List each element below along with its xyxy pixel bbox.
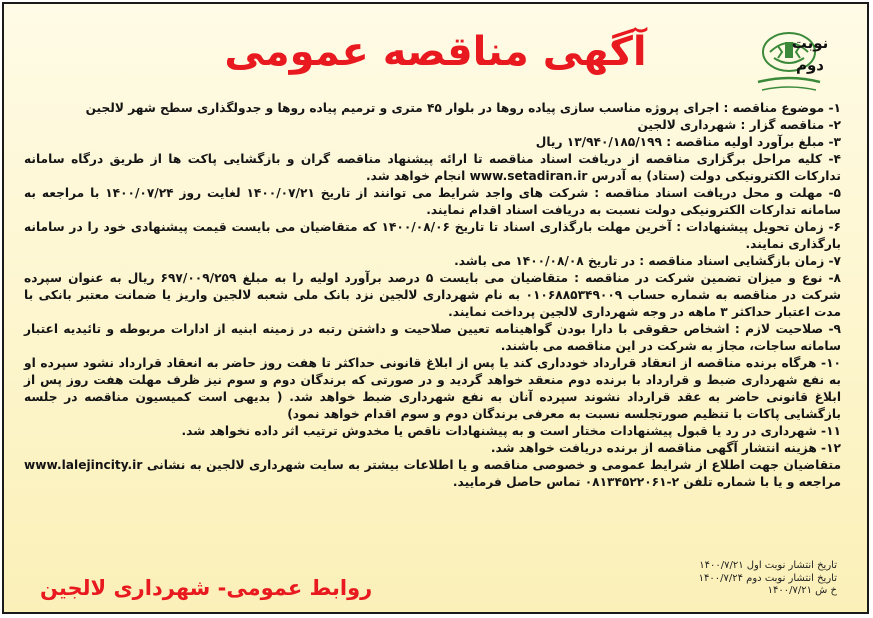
public-relations-signature: روابط عمومی- شهرداری لالجین <box>40 576 373 600</box>
tender-conditions <box>24 100 841 491</box>
item-rights: ۱۱- شهرداری در رد یا قبول پیشنهادات مختار است و به پیشنهادات ناقص یا مخدوش ترتیب اثر داده نخواهد شد. <box>181 424 841 438</box>
item-document-deadline: ۵- مهلت و محل دریافت اسناد مناقصه : شرکت های واجد شرایط می توانند از تاریخ ۱۴۰۰/۰۷/۲۱ لغایت روز ۱۴۰۰/۰۷/۲۴ با مراجعه به سامانه تدارکات الکترونیکی دولت نسبت به دریافت اسناد اقدام نمایند. <box>24 186 841 217</box>
publication-dates <box>699 560 837 598</box>
item-qualification: ۹- صلاحیت لازم : اشخاص حقوقی با دارا بودن گواهینامه تعیین صلاحیت و داشتن رتبه در زمینه ابنیه از ادارات مربوطه و تائیدیه اعتبار سامانه ساجات، مجاز به شرکت در این مناقصه می باشند. <box>24 322 841 353</box>
reference-code: خ ش ۱۴۰۰/۷/۲۱ <box>767 585 837 596</box>
item-contract-terms: ۱۰- هرگاه برنده مناقصه از انعقاد قرارداد خودداری کند یا پس از ابلاغ قانونی حداکثر تا هفت روز حاضر به انعقاد قرارداد نشود سپرده او به نفع شهرداری ضبط و قرارداد با برنده دوم منعقد خواهد گردید و در صورتی که برندگان دوم و سوم نیز ظرف مهلت هفت روز پس از ابلاغ قانونی حاضر به عقد قرارداد نشوند سپرده آنان به نفع شهرداری ضبط خواهد شد. ( بدیهی است کمیسیون مناقصه در جلسه بازگشایی پاکات با تنظیم صورتجلسه نسبت به معرفی برندگان دوم و سوم اقدام خواهد نمود) <box>24 356 841 421</box>
item-subject: ۱- موضوع مناقصه : اجرای پروژه مناسب سازی پیاده روها در بلوار ۴۵ متری و ترمیم پیاده روها و جدولگذاری سطح شهر لالجین <box>85 101 841 115</box>
item-guarantee: ۸- نوع و میزان تضمین شرکت در مناقصه : متقاضیان می بایست ۵ درصد برآورد اولیه را به مبلغ ۶۹۷/۰۰۹/۲۵۹ ریال به عنوان سپرده شرکت در مناقصه به شماره حساب ۰۱۰۶۸۸۵۳۴۹۰۰۹ به نام شهرداری لالجین نزد بانک ملی شعبه لالجین واریز یا ضمانت معتبر بانکی با مدت اعتبار حداکثر ۳ ماهه در وجه شهرداری لالجین پرداخت نمایند. <box>24 271 841 319</box>
item-contact: متقاضیان جهت اطلاع از شرایط عمومی و خصوصی مناقصه و یا اطلاعات بیشتر به سایت شهرداری لالجین به نشانی www.lalejincity.ir مراجعه و یا با شماره تلفن ۲-۰۸۱۳۴۵۲۲۰۶۱ تماس حاصل فرمایید. <box>24 458 841 489</box>
advertisement-frame <box>2 2 869 614</box>
item-fee: ۱۲- هزینه انتشار آگهی مناقصه از برنده دریافت خواهد شد. <box>490 441 841 455</box>
page-title: آگهی مناقصه عمومی <box>224 29 647 75</box>
first-publication-date: تاریخ انتشار نوبت اول ۱۴۰۰/۷/۲۱ <box>699 560 837 571</box>
publication-round <box>775 32 845 76</box>
item-estimated-amount: ۳- مبلغ برآورد اولیه مناقصه : ۱۳/۹۴۰/۱۸۵/۱۹۹ ریال <box>535 135 841 149</box>
item-opening-date: ۷- زمان بازگشایی اسناد مناقصه : در تاریخ ۱۴۰۰/۰۸/۰۸ می باشد. <box>454 254 841 268</box>
second-publication-date: تاریخ انتشار نوبت دوم ۱۴۰۰/۷/۲۴ <box>698 572 837 584</box>
item-tender-holder: ۲- مناقصه گزار : شهرداری لالجین <box>637 118 841 132</box>
item-process: ۴- کلیه مراحل برگزاری مناقصه از دریافت اسناد مناقصه تا ارائه پیشنهاد مناقصه گران و بازگشایی پاکت ها از طریق درگاه سامانه تدارکات الکترونیکی دولت (ستاد) به آدرس www.setadiran.ir انجام خواهد شد. <box>24 152 841 183</box>
round-label: نوبت <box>791 34 829 52</box>
round-value: دوم <box>795 56 824 74</box>
item-submission-deadline: ۶- زمان تحویل پیشنهادات : آخرین مهلت بارگذاری اسناد تا تاریخ ۱۴۰۰/۰۸/۰۶ که متقاضیان می بایست قیمت پیشنهادی خود را در سامانه بارگذاری نمایند. <box>24 220 841 251</box>
